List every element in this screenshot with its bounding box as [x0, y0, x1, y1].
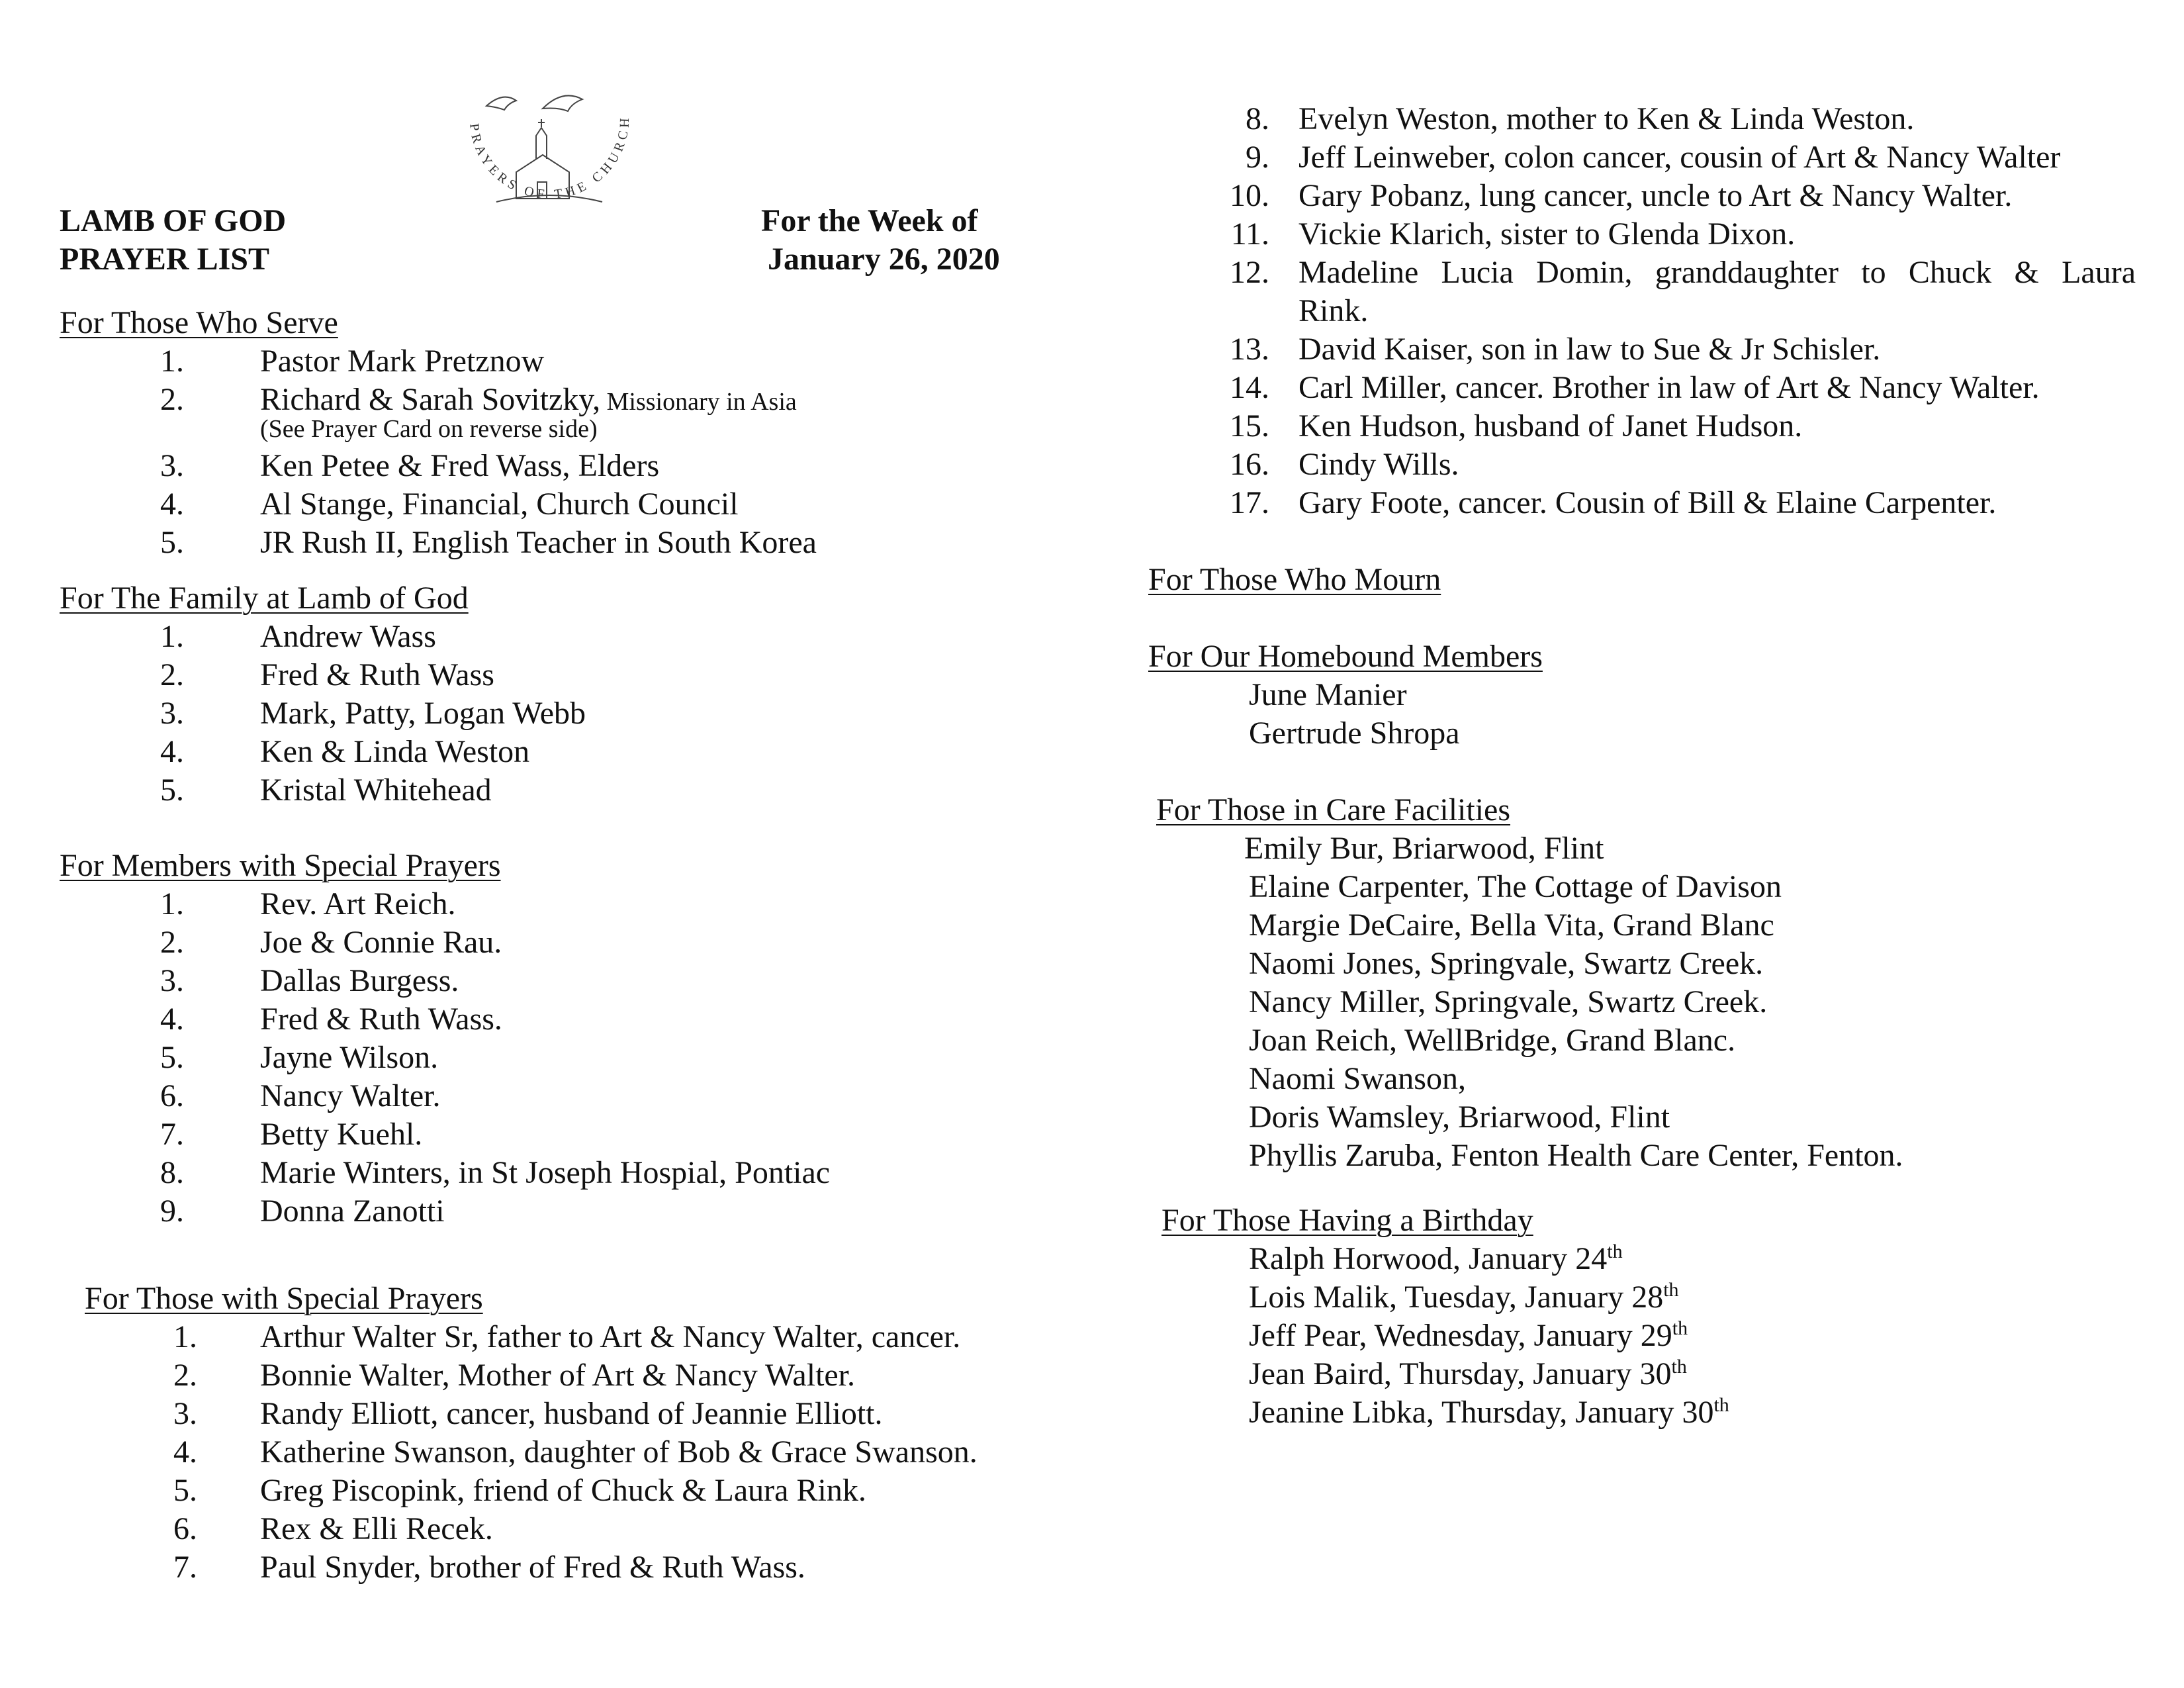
list-item: Doris Wamsley, Briarwood, Flint: [1249, 1100, 1670, 1135]
list-item-number: 1.: [160, 619, 184, 654]
section-heading-birthday: For Those Having a Birthday: [1161, 1203, 1533, 1238]
week-label: For the Week of: [761, 203, 978, 238]
list-item: Naomi Jones, Springvale, Swartz Creek.: [1249, 946, 1764, 981]
list-item-number: 16.: [1230, 447, 1269, 482]
ordinal-suffix: th: [1713, 1394, 1729, 1416]
list-item-label: Fred & Ruth Wass.: [260, 1002, 502, 1037]
list-item-label: Nancy Walter.: [260, 1078, 441, 1113]
list-item: Margie DeCaire, Bella Vita, Grand Blanc: [1249, 908, 1774, 943]
week-date: January 26, 2020: [768, 242, 1000, 277]
list-item-text: [260, 1039, 438, 1076]
list-item-number: 7.: [173, 1550, 197, 1585]
list-item-note: (See Prayer Card on reverse side): [260, 415, 598, 443]
list-item: Gertrude Shropa: [1249, 716, 1460, 751]
list-item-text: Gary Foote, cancer. Cousin of Bill & Elaine Carpenter.: [1298, 485, 1997, 520]
list-item-number: 5.: [160, 1040, 184, 1075]
list-item-number: 9.: [160, 1194, 184, 1229]
list-item-number: 4.: [173, 1434, 197, 1470]
birthday-item: [1249, 1394, 1729, 1430]
list-item-label: Richard & Sarah Sovitzky,: [260, 382, 601, 417]
list-item-label: Marie Winters, in St Joseph Hospial, Pontiac: [260, 1155, 831, 1190]
list-item-number: 17.: [1230, 485, 1269, 520]
list-item-label: Andrew Wass: [260, 619, 436, 654]
list-item-label: Betty Kuehl.: [260, 1117, 423, 1152]
list-item-number: 3.: [160, 696, 184, 731]
list-item-text: Arthur Walter Sr, father to Art & Nancy Walter, cancer.: [260, 1319, 961, 1354]
list-item-text: Greg Piscopink, friend of Chuck & Laura Rink.: [260, 1473, 866, 1508]
section-heading-mourn: For Those Who Mourn: [1148, 562, 1441, 597]
list-item-label: Ken & Linda Weston: [260, 734, 530, 769]
section-heading-care: For Those in Care Facilities: [1156, 792, 1511, 827]
list-item-text: [260, 924, 502, 961]
birthday-text: Jeanine Libka, Thursday, January 30: [1249, 1395, 1714, 1430]
list-item-number: 5.: [173, 1473, 197, 1508]
list-item-number: 6.: [173, 1511, 197, 1546]
list-item-label: Mark, Patty, Logan Webb: [260, 696, 586, 731]
list-item-text: [260, 1193, 445, 1229]
list-item-number: 2.: [160, 925, 184, 960]
list-item-number: 1.: [173, 1319, 197, 1354]
list-item: Elaine Carpenter, The Cottage of Davison: [1249, 869, 1782, 904]
birthday-text: Lois Malik, Tuesday, January 28: [1249, 1280, 1664, 1315]
list-item-label: Rev. Art Reich.: [260, 886, 456, 921]
list-item-text: [260, 657, 494, 693]
list-item-text: [260, 733, 529, 770]
birthday-item: [1249, 1356, 1687, 1392]
list-item-text: Madeline Lucia Domin, granddaughter to Chuck & Laura: [1298, 255, 2136, 290]
list-item-number: 9.: [1246, 140, 1269, 175]
list-item-number: 4.: [160, 734, 184, 769]
section-heading-others: For Those with Special Prayers: [85, 1281, 483, 1316]
list-item-number: 2.: [160, 657, 184, 692]
list-item-text: [260, 962, 459, 999]
title-line-2: PRAYER LIST: [60, 242, 269, 277]
list-item-number: 3.: [173, 1396, 197, 1431]
list-item-number: 3.: [160, 448, 184, 483]
birthday-item: [1249, 1279, 1679, 1315]
list-item-text: [260, 524, 817, 561]
section-heading-serve: For Those Who Serve: [60, 305, 338, 340]
list-item-number: 5.: [160, 773, 184, 808]
list-item: Emily Bur, Briarwood, Flint: [1244, 831, 1604, 866]
birthday-text: Jean Baird, Thursday, January 30: [1249, 1356, 1672, 1391]
list-item-number: 1.: [160, 886, 184, 921]
list-item-label: Donna Zanotti: [260, 1194, 445, 1229]
list-item-number: 4.: [160, 1002, 184, 1037]
list-item-number: 6.: [160, 1078, 184, 1113]
list-item-label: Joe & Connie Rau.: [260, 925, 502, 960]
list-item-number: 8.: [160, 1155, 184, 1190]
list-item-text: [260, 618, 436, 655]
list-item-number: 11.: [1230, 216, 1269, 252]
list-item-text: [260, 695, 586, 731]
list-item-number: 5.: [160, 525, 184, 560]
list-item-label: Kristal Whitehead: [260, 773, 492, 808]
list-item: Phyllis Zaruba, Fenton Health Care Center, Fenton.: [1249, 1138, 1903, 1173]
list-item-text: [260, 1154, 830, 1191]
list-item-number: 13.: [1230, 332, 1269, 367]
list-item-suffix: Missionary in Asia: [600, 388, 797, 416]
list-item-number: 7.: [160, 1117, 184, 1152]
list-item-continuation: Rink.: [1298, 293, 1369, 328]
ordinal-suffix: th: [1663, 1279, 1679, 1301]
list-item-number: 1.: [160, 344, 184, 379]
list-item-text: Bonnie Walter, Mother of Art & Nancy Walter.: [260, 1358, 856, 1393]
list-item-label: Dallas Burgess.: [260, 963, 459, 998]
list-item-text: Katherine Swanson, daughter of Bob & Grace Swanson.: [260, 1434, 978, 1470]
list-item: Joan Reich, WellBridge, Grand Blanc.: [1249, 1023, 1736, 1058]
birthday-text: Jeff Pear, Wednesday, January 29: [1249, 1318, 1672, 1353]
list-item-text: [260, 1001, 502, 1037]
list-item-number: 15.: [1230, 408, 1269, 444]
list-item-text: Evelyn Weston, mother to Ken & Linda Weston.: [1298, 101, 1915, 136]
list-item-number: 4.: [160, 487, 184, 522]
list-item-label: JR Rush II, English Teacher in South Korea: [260, 525, 817, 560]
list-item-text: Ken Hudson, husband of Janet Hudson.: [1298, 408, 1803, 444]
ordinal-suffix: th: [1671, 1356, 1687, 1378]
list-item-text: [260, 1078, 440, 1114]
list-item-text: Gary Pobanz, lung cancer, uncle to Art & Nancy Walter.: [1298, 178, 2013, 213]
list-item-text: [260, 772, 492, 808]
birthday-item: [1249, 1241, 1623, 1277]
section-heading-members: For Members with Special Prayers: [60, 848, 501, 883]
list-item-text: Paul Snyder, brother of Fred & Ruth Wass.: [260, 1550, 805, 1585]
list-item-text: [260, 886, 456, 922]
section-heading-family: For The Family at Lamb of God: [60, 581, 469, 616]
list-item-label: Al Stange, Financial, Church Council: [260, 487, 739, 522]
list-item-number: 10.: [1230, 178, 1269, 213]
logo-text: PRAYERS OF THE CHURCH: [466, 114, 633, 203]
title-line-1: LAMB OF GOD: [60, 203, 287, 238]
birthday-item: [1249, 1317, 1688, 1354]
ordinal-suffix: th: [1607, 1241, 1623, 1262]
list-item-label: Pastor Mark Pretznow: [260, 344, 545, 379]
list-item-number: 2.: [160, 382, 184, 417]
list-item-number: 12.: [1230, 255, 1269, 290]
list-item-number: 2.: [173, 1358, 197, 1393]
list-item-text: David Kaiser, son in law to Sue & Jr Schisler.: [1298, 332, 1881, 367]
section-heading-homebound: For Our Homebound Members: [1148, 639, 1543, 674]
ordinal-suffix: th: [1672, 1317, 1688, 1339]
list-item-text: Jeff Leinweber, colon cancer, cousin of Art & Nancy Walter: [1298, 140, 2061, 175]
list-item-text: Carl Miller, cancer. Brother in law of Art & Nancy Walter.: [1298, 370, 2040, 405]
list-item-number: 14.: [1230, 370, 1269, 405]
list-item: June Manier: [1249, 677, 1407, 712]
list-item-label: Jayne Wilson.: [260, 1040, 439, 1075]
list-item-text: [260, 1116, 422, 1152]
list-item-text: Cindy Wills.: [1298, 447, 1459, 482]
list-item-text: Randy Elliott, cancer, husband of Jeannie Elliott.: [260, 1396, 883, 1431]
list-item-text: Rex & Elli Recek.: [260, 1511, 493, 1546]
birthday-text: Ralph Horwood, January 24: [1249, 1241, 1608, 1276]
list-item-number: 8.: [1246, 101, 1269, 136]
list-item: Nancy Miller, Springvale, Swartz Creek.: [1249, 984, 1768, 1019]
list-item-number: 3.: [160, 963, 184, 998]
list-item-label: Fred & Ruth Wass: [260, 657, 494, 692]
list-item: Naomi Swanson,: [1249, 1061, 1466, 1096]
list-item-text: Vickie Klarich, sister to Glenda Dixon.: [1298, 216, 1796, 252]
list-item-label: Ken Petee & Fred Wass, Elders: [260, 448, 660, 483]
